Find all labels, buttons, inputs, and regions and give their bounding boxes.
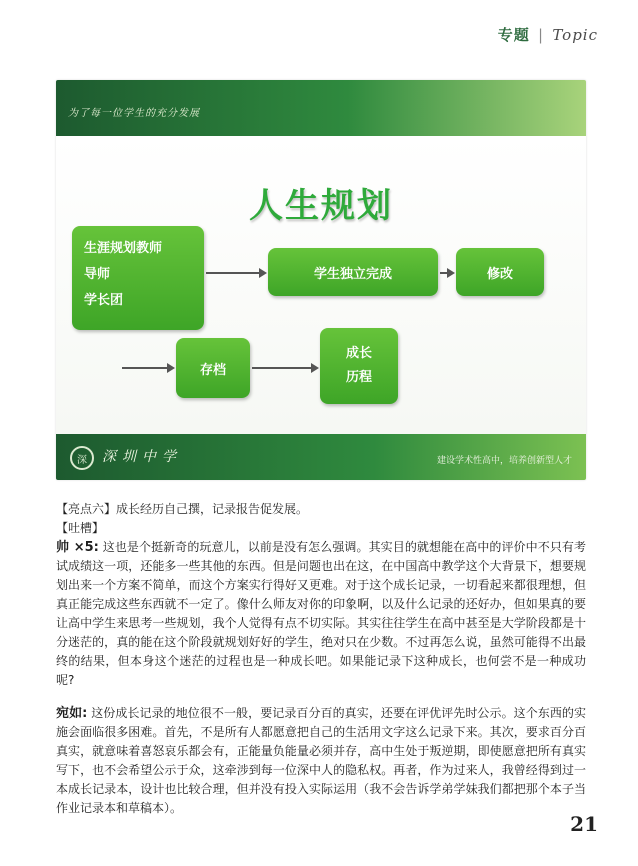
highlight-heading: 【亮点六】成长经历自己撰，记录报告促发展。: [56, 502, 309, 516]
revise-box: 修改: [456, 248, 544, 296]
comment-text: 这也是个挺新奇的玩意儿，以前是没有怎么强调。其实目的就想能在高中的评价中不只有考试成绩这一项，还能多一些其他的东西。但是问题也出在这，在中国高中教学这个大背景下，想要规划出来一个方案不简单，而这个方案实行得好又更难。对于这个成长记录，一切看起来都很理想，但真正能完成这些东西就不一定了。像什么师友对你的印象啊，以及什么记录的还好办，但如果真的要让高中学生来思考一些规划，我个人觉得有点不切实际。其实往往学生在高中甚至是大学阶段都是十分迷茫的，真的能在这个阶段就规划好好的学生，绝对只在少数。不过再怎么说，虽然可能得不出最终的结果，但本身这个迷茫的过程也是一种成长吧。如果能记录下这种成长，也何尝不是一种成功呢?: [56, 540, 586, 687]
arrow-student-to-revise: [440, 272, 448, 274]
arrow-mentor-to-student: [206, 272, 260, 274]
arrow-to-archive: [122, 367, 168, 369]
tucao-heading: 【吐槽】: [56, 521, 105, 535]
comment-text: 这份成长记录的地位很不一般，要记录百分百的真实，还要在评优评先时公示。这个东西的实施会面临很多困难。首先，不是所有人都愿意把自己的生活用文字这么记录下来。其次，要求百分百真实，就意味着喜怒哀乐都会有，正能量负能量必须并存，高中生处于叛逆期，即使愿意把所有真实写下，也不会希望公示于众，这牵涉到每一位深中人的隐私权。再者，作为过来人，我曾经得到过一本成长记录本，设计也比较合理，但并没有投入实际运用（我不会告诉学弟学妹我们都把那个本子当作业记录本和草稿本）。: [56, 706, 586, 815]
arrow-archive-to-growth: [252, 367, 312, 369]
student-box: 学生独立完成: [268, 248, 438, 296]
growth-box: [320, 328, 398, 404]
mentor-line: 生涯规划教师: [84, 241, 163, 256]
topic-separator: |: [538, 26, 545, 44]
article-body: [56, 500, 586, 818]
comment-paragraph-1: [56, 538, 586, 690]
slide-bottom-slogan: 建设学术性高中，培养创新型人才: [436, 456, 572, 466]
topic-en: Topic: [552, 26, 598, 44]
page-number: 21: [570, 812, 598, 836]
mentor-box: [72, 226, 204, 330]
mentor-line: 学长团: [84, 293, 124, 308]
slide-top-slogan: 为了每一位学生的充分发展: [68, 108, 200, 119]
slide-title: 人生规划: [249, 186, 393, 226]
section-header: [498, 24, 598, 45]
comment-speaker: 帅 ×5:: [56, 540, 99, 555]
comment-speaker: 宛如:: [56, 706, 88, 721]
growth-line: 历程: [345, 370, 372, 385]
comment-paragraph-2: [56, 704, 586, 818]
school-name: 深圳中学: [102, 449, 182, 465]
archive-box: 存档: [176, 338, 250, 398]
topic-cn: 专题: [497, 26, 530, 44]
school-seal-icon: 深: [70, 446, 94, 470]
life-planning-slide: [56, 80, 586, 480]
mentor-line: 导师: [84, 267, 111, 282]
growth-line: 成长: [345, 346, 372, 361]
